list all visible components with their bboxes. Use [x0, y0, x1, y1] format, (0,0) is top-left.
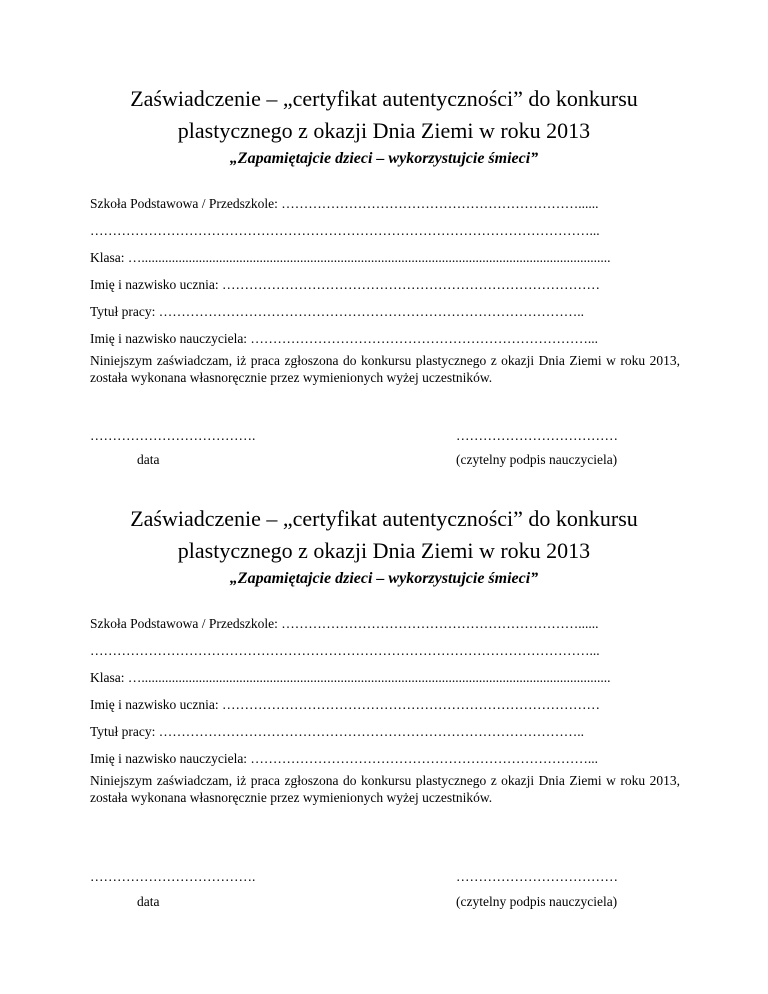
- school-field-continuation: …………………………………………………………………………………………………...: [90, 223, 600, 238]
- work-title-field: Tytuł pracy: …………………………………………………………………………………..: [90, 304, 585, 319]
- date-label: data: [137, 452, 160, 467]
- teacher-name-field: Imię i nazwisko nauczyciela: …………………………………………………………………...: [90, 331, 599, 346]
- date-signature-line: ……………………………….: [90, 428, 256, 443]
- certificate-title-line-2: plastycznego z okazji Dnia Ziemi w roku 2013: [177, 118, 591, 143]
- certificate-title-line-1: Zaświadczenie – „certyfikat autentyczności” do konkursu: [130, 86, 638, 111]
- school-field: Szkoła Podstawowa / Przedszkole: …………………………………………………………......: [90, 196, 599, 211]
- class-field: Klasa: …...........................................................................................................................................: [90, 250, 611, 265]
- student-name-field: Imię i nazwisko ucznia: …………………………………………………………………………: [90, 697, 600, 712]
- teacher-signature-line: ………………………………: [456, 428, 618, 443]
- date-label: data: [137, 894, 160, 909]
- teacher-name-field: Imię i nazwisko nauczyciela: …………………………………………………………………...: [90, 751, 599, 766]
- teacher-signature-label: (czytelny podpis nauczyciela): [456, 894, 618, 909]
- student-name-field: Imię i nazwisko ucznia: …………………………………………………………………………: [90, 277, 600, 292]
- authenticity-statement: Niniejszym zaświadczam, iż praca zgłoszona do konkursu plastycznego z okazji Dnia Ziemi w roku 2013, została wykonana własnoręcznie przez wymienionych wyżej uczestników.: [90, 773, 680, 805]
- class-field: Klasa: …...........................................................................................................................................: [90, 670, 611, 685]
- authenticity-statement: Niniejszym zaświadczam, iż praca zgłoszona do konkursu plastycznego z okazji Dnia Ziemi w roku 2013, została wykonana własnoręcznie przez wymienionych wyżej uczestników.: [90, 353, 680, 385]
- work-title-field: Tytuł pracy: …………………………………………………………………………………..: [90, 724, 585, 739]
- certificate-title-line-2: plastycznego z okazji Dnia Ziemi w roku 2013: [177, 538, 591, 563]
- school-field: Szkoła Podstawowa / Przedszkole: …………………………………………………………......: [90, 616, 599, 631]
- teacher-signature-label: (czytelny podpis nauczyciela): [456, 452, 618, 467]
- contest-motto: „Zapamiętajcie dzieci – wykorzystujcie śmieci”: [229, 570, 539, 587]
- contest-motto: „Zapamiętajcie dzieci – wykorzystujcie śmieci”: [229, 150, 539, 167]
- certificate-title-line-1: Zaświadczenie – „certyfikat autentyczności” do konkursu: [130, 506, 638, 531]
- date-signature-line: ……………………………….: [90, 869, 256, 884]
- teacher-signature-line: ………………………………: [456, 869, 618, 884]
- school-field-continuation: …………………………………………………………………………………………………...: [90, 643, 600, 658]
